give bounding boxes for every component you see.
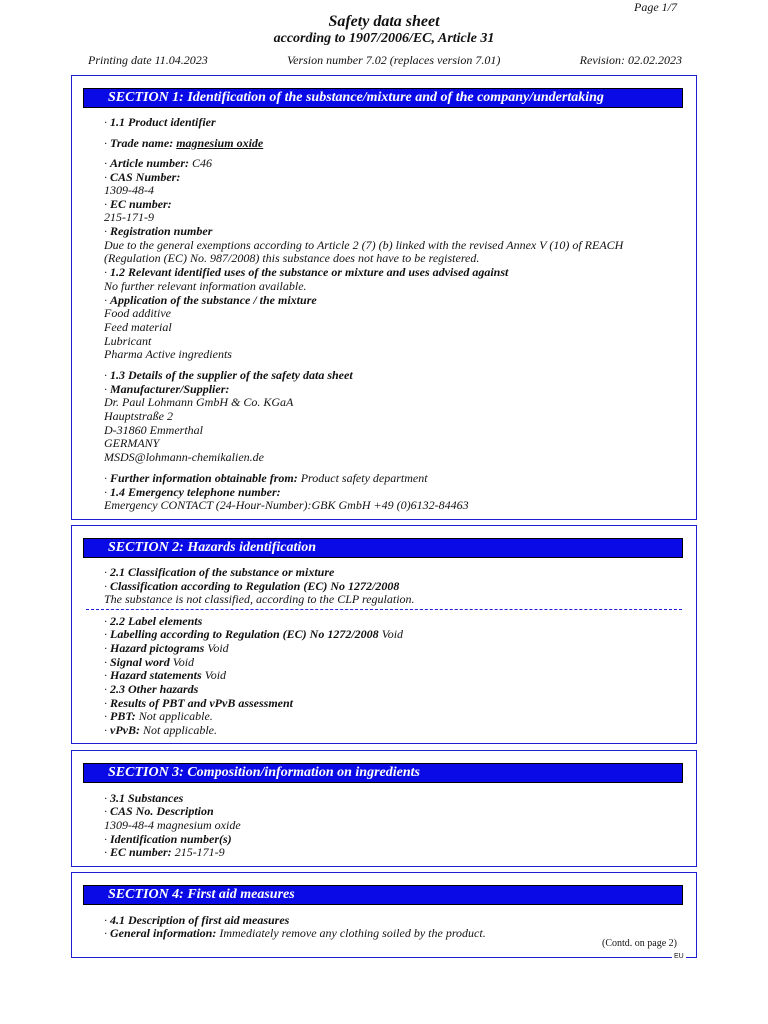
s2-pictograms: · Hazard pictograms Void bbox=[104, 641, 229, 655]
s1-uses-label: · 1.2 Relevant identified uses of the substance or mixture and uses advised against bbox=[104, 265, 509, 279]
version-number: Version number 7.02 (replaces version 7.01) bbox=[287, 53, 501, 67]
s1-ec-value: 215-171-9 bbox=[104, 210, 154, 224]
s1-application-3: Lubricant bbox=[104, 334, 152, 348]
s2-pbt: · PBT: Not applicable. bbox=[104, 709, 213, 723]
footer-rule bbox=[71, 957, 672, 958]
s1-application-label: · Application of the substance / the mixture bbox=[104, 293, 317, 307]
s1-further-info: · Further information obtainable from: Product safety department bbox=[104, 471, 428, 485]
printing-date: Printing date 11.04.2023 bbox=[88, 53, 208, 67]
footer-rule-tail bbox=[686, 957, 697, 958]
s1-emergency-label: · 1.4 Emergency telephone number: bbox=[104, 485, 281, 499]
s3-ec-number: · EC number: 215-171-9 bbox=[104, 845, 225, 859]
s2-vpvb: · vPvB: Not applicable. bbox=[104, 723, 217, 737]
s1-cas-value: 1309-48-4 bbox=[104, 183, 154, 197]
section-divider bbox=[86, 609, 682, 610]
section-3-box bbox=[71, 750, 697, 867]
s1-address-city: D-31860 Emmerthal bbox=[104, 423, 203, 437]
s2-signal-word: · Signal word Void bbox=[104, 655, 195, 669]
s1-article-number: · Article number: C46 bbox=[104, 156, 213, 170]
s2-hazard-statements: · Hazard statements Void bbox=[104, 668, 227, 682]
document-subtitle: according to 1907/2006/EC, Article 31 bbox=[273, 31, 495, 46]
section-4-title: SECTION 4: First aid measures bbox=[83, 885, 683, 905]
s2-label-elements: · 2.2 Label elements bbox=[104, 614, 203, 628]
s3-identification-numbers: · Identification number(s) bbox=[104, 832, 232, 846]
trade-name-value: magnesium oxide bbox=[176, 136, 264, 150]
s1-address-email: MSDS@lohmann-chemikalien.de bbox=[104, 450, 264, 464]
section-3-title: SECTION 3: Composition/information on ingredients bbox=[83, 763, 683, 783]
region-code: EU bbox=[674, 953, 684, 960]
s2-pbt-results: · Results of PBT and vPvB assessment bbox=[104, 696, 294, 710]
s1-manufacturer-label: · Manufacturer/Supplier: bbox=[104, 382, 230, 396]
s1-address-company: Dr. Paul Lohmann GmbH & Co. KGaA bbox=[104, 395, 294, 409]
s4-general-info: · General information: Immediately remove any clothing soiled by the product. bbox=[104, 926, 486, 940]
section-2-box bbox=[71, 525, 697, 744]
s3-substances: · 3.1 Substances bbox=[104, 791, 184, 805]
s1-ec-label: · EC number: bbox=[104, 197, 172, 211]
revision-date: Revision: 02.02.2023 bbox=[579, 53, 682, 67]
meta-row bbox=[88, 53, 682, 68]
s1-emergency-value: Emergency CONTACT (24-Hour-Number):GBK GmbH +49 (0)6132-84463 bbox=[104, 498, 469, 512]
s3-cas-value: 1309-48-4 magnesium oxide bbox=[104, 818, 241, 832]
s1-supplier-label: · 1.3 Details of the supplier of the safety data sheet bbox=[104, 368, 353, 382]
s4-description: · 4.1 Description of first aid measures bbox=[104, 913, 290, 927]
s1-application-1: Food additive bbox=[104, 306, 171, 320]
s1-registration-text-1: Due to the general exemptions according to Article 2 (7) (b) linked with the revised Annex V (10) of REACH bbox=[104, 238, 624, 252]
s1-address-country: GERMANY bbox=[104, 436, 160, 450]
s1-uses-value: No further relevant information available. bbox=[104, 279, 307, 293]
page-number: Page 1/7 bbox=[634, 0, 677, 14]
s1-registration-text-2: (Regulation (EC) No. 987/2008) this substance does not have to be registered. bbox=[104, 251, 480, 265]
s1-product-identifier: · 1.1 Product identifier bbox=[104, 115, 216, 129]
s2-classification: · 2.1 Classification of the substance or mixture bbox=[104, 565, 335, 579]
section-1-title: SECTION 1: Identification of the substance/mixture and of the company/undertaking bbox=[83, 88, 683, 108]
s2-not-classified: The substance is not classified, according to the CLP regulation. bbox=[104, 592, 415, 606]
s1-trade-name: · Trade name: magnesium oxide bbox=[104, 136, 264, 150]
s1-application-2: Feed material bbox=[104, 320, 172, 334]
s1-address-street: Hauptstraße 2 bbox=[104, 409, 173, 423]
s2-classification-reg: · Classification according to Regulation (EC) No 1272/2008 bbox=[104, 579, 400, 593]
section-2-title: SECTION 2: Hazards identification bbox=[83, 538, 683, 558]
continued-note: (Contd. on page 2) bbox=[602, 938, 677, 949]
s1-registration-label: · Registration number bbox=[104, 224, 213, 238]
s1-cas-label: · CAS Number: bbox=[104, 170, 181, 184]
s3-cas-description: · CAS No. Description bbox=[104, 804, 214, 818]
s2-other-hazards: · 2.3 Other hazards bbox=[104, 682, 199, 696]
s2-labelling: · Labelling according to Regulation (EC) No 1272/2008 Void bbox=[104, 627, 404, 641]
s1-application-4: Pharma Active ingredients bbox=[104, 347, 232, 361]
document-title: Safety data sheet bbox=[328, 13, 440, 30]
section-1-box bbox=[71, 75, 697, 520]
